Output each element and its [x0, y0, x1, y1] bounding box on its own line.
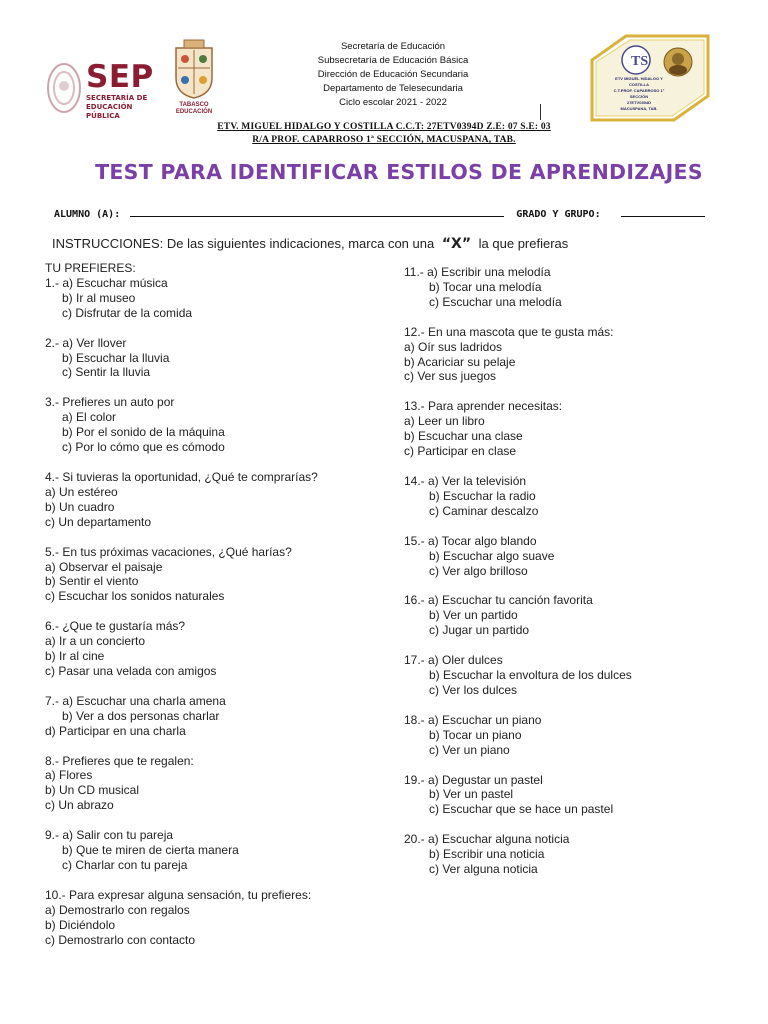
questions-left-column — [45, 261, 375, 963]
question-text: 7.- a) Escuchar una charla amena — [45, 693, 226, 708]
school-logo — [590, 34, 710, 122]
text-cursor — [540, 104, 541, 120]
grade-group-field[interactable] — [621, 207, 705, 217]
answer-option[interactable]: b) Un CD musical — [45, 783, 140, 798]
answer-option[interactable]: c) Un departamento — [45, 514, 152, 529]
question-text: 19.- a) Degustar un pastel — [404, 772, 543, 787]
question-block — [404, 653, 734, 698]
question-block — [404, 832, 734, 877]
question-text: 2.- a) Ver llover — [45, 335, 127, 350]
question-block — [45, 694, 375, 739]
answer-option[interactable]: c) Sentir la lluvia — [62, 365, 151, 380]
question-block — [404, 713, 734, 758]
question-text: 10.- Para expresar alguna sensación, tu prefieres: — [45, 887, 312, 902]
question-text: 8.- Prefieres que te regalen: — [45, 753, 194, 768]
school-info-line-1: ETV. MIGUEL HIDALGO Y COSTILLA C.C.T: 27ETV0394D Z.E: 07 S.E: 03 — [217, 122, 551, 132]
answer-option[interactable]: c) Caminar descalzo — [429, 503, 539, 518]
school-logo-line: SECCIÓN — [629, 94, 649, 99]
answer-option[interactable]: b) Ver un partido — [429, 608, 518, 623]
answer-option[interactable]: c) Un abrazo — [45, 798, 114, 813]
sep-logo — [42, 56, 152, 120]
institution-line: Departamento de Telesecundaria — [323, 83, 463, 94]
question-text: 12.- En una mascota que te gusta más: — [404, 324, 614, 339]
student-name-label: ALUMNO (A): — [54, 209, 121, 220]
answer-option[interactable]: b) Escribir una noticia — [429, 847, 545, 862]
tabasco-label-2: EDUCACIÓN — [175, 109, 213, 115]
answer-option[interactable]: b) Tocar una melodía — [429, 279, 542, 294]
answer-option[interactable]: b) Que te miren de cierta manera — [62, 843, 239, 858]
question-block — [45, 828, 375, 873]
tabasco-logo — [170, 38, 218, 120]
grade-group-label: GRADO Y GRUPO: — [516, 209, 601, 220]
answer-option[interactable]: a) Demostrarlo con regalos — [45, 902, 190, 917]
question-text: 15.- a) Tocar algo blando — [404, 533, 537, 548]
question-block — [45, 261, 375, 321]
question-text: 11.- a) Escribir una melodía — [404, 265, 551, 279]
school-logo-line: C.T.PROF. CAPARROSO 1° — [613, 88, 665, 93]
institution-line: Secretaría de Educación — [340, 41, 446, 52]
question-text: 16.- a) Escuchar tu canción favorita — [404, 593, 593, 608]
question-block — [404, 773, 734, 818]
institution-line: Ciclo escolar 2021 - 2022 — [339, 97, 447, 108]
question-text: TU PREFIERES: — [45, 261, 136, 275]
question-block — [45, 619, 375, 679]
tabasco-shield-icon — [170, 38, 218, 100]
answer-option[interactable]: a) Un estéreo — [45, 484, 118, 499]
question-text: 14.- a) Ver la televisión — [404, 473, 527, 488]
answer-option[interactable]: c) Pasar una velada con amigos — [45, 663, 217, 678]
questions-right-column — [404, 265, 734, 892]
answer-option[interactable]: c) Ver alguna noticia — [429, 862, 538, 877]
answer-option[interactable]: c) Jugar un partido — [429, 623, 530, 638]
question-block — [45, 754, 375, 814]
answer-option[interactable]: c) Ver un piano — [429, 742, 510, 757]
question-text: 13.- Para aprender necesitas: — [404, 399, 563, 414]
answer-option[interactable]: b) Escuchar una clase — [404, 429, 523, 444]
page-title: TEST PARA IDENTIFICAR ESTILOS DE APRENDIZAJES — [95, 160, 703, 184]
instructions-text-end: la que prefieras — [478, 236, 569, 251]
institution-header — [300, 40, 486, 110]
answer-option[interactable]: c) Escuchar los sonidos naturales — [45, 589, 225, 604]
school-logo-line: 27ETV0394D — [626, 100, 651, 105]
answer-option[interactable]: a) Flores — [45, 768, 93, 783]
answer-option[interactable]: d) Participar en una charla — [45, 723, 186, 738]
mexico-seal-icon — [46, 60, 82, 116]
question-text: 17.- a) Oler dulces — [404, 653, 503, 668]
instructions-mark: “X” — [441, 236, 472, 252]
school-logo-line: MACUSPANA, TAB. — [620, 106, 658, 111]
student-name-field[interactable] — [130, 207, 504, 217]
answer-option[interactable]: b) Sentir el viento — [45, 574, 139, 589]
answer-option[interactable]: 1.- a) Escuchar música — [45, 275, 168, 290]
answer-option[interactable]: c) Demostrarlo con contacto — [45, 932, 196, 947]
answer-option[interactable]: c) Ver los dulces — [429, 682, 518, 697]
tabasco-label-1: TABASCO — [179, 102, 209, 108]
answer-option[interactable]: a) Oír sus ladridos — [404, 339, 503, 354]
question-block — [404, 399, 734, 459]
student-row — [54, 207, 705, 220]
school-logo-line: COSTILLA — [629, 82, 649, 87]
question-block — [404, 325, 734, 385]
question-text: 18.- a) Escuchar un piano — [404, 712, 542, 727]
question-text: 4.- Si tuvieras la oportunidad, ¿Qué te comprarías? — [45, 469, 318, 484]
question-text: 6.- ¿Que te gustaría más? — [45, 619, 186, 634]
answer-option[interactable]: c) Participar en clase — [404, 444, 517, 459]
question-block — [45, 545, 375, 605]
answer-option[interactable]: b) Escuchar la lluvia — [62, 350, 170, 365]
answer-option[interactable]: b) Ver a dos personas charlar — [62, 708, 220, 723]
answer-option[interactable]: b) Escuchar la envoltura de los dulces — [429, 668, 632, 683]
answer-option[interactable]: a) Ir a un concierto — [45, 634, 146, 649]
svg-text:TS: TS — [631, 54, 649, 69]
question-text: 3.- Prefieres un auto por — [45, 395, 175, 410]
question-block — [404, 474, 734, 519]
answer-option[interactable]: b) Ir al museo — [62, 290, 136, 305]
answer-option[interactable]: b) Escuchar la radio — [429, 488, 536, 503]
answer-option[interactable]: b) Diciéndolo — [45, 917, 116, 932]
instructions — [52, 236, 568, 252]
institution-line: Dirección de Educación Secundaria — [317, 69, 469, 80]
question-block — [404, 265, 734, 310]
institution-line: Subsecretaría de Educación Básica — [317, 55, 469, 66]
answer-option[interactable]: b) Tocar un piano — [429, 727, 522, 742]
answer-option[interactable]: c) Por lo cómo que es cómodo — [62, 440, 225, 455]
answer-option[interactable]: c) Ver sus juegos — [404, 369, 497, 384]
answer-option[interactable]: c) Ver algo brilloso — [429, 563, 528, 578]
answer-option[interactable]: b) Un cuadro — [45, 499, 115, 514]
answer-option[interactable]: a) Leer un libro — [404, 414, 485, 429]
question-block — [404, 534, 734, 579]
answer-option[interactable]: b) Acariciar su pelaje — [404, 354, 516, 369]
answer-option[interactable]: c) Escuchar que se hace un pastel — [429, 802, 614, 817]
answer-option[interactable]: a) Observar el paisaje — [45, 559, 163, 574]
question-text: 20.- a) Escuchar alguna noticia — [404, 832, 570, 847]
question-text: 9.- a) Salir con tu pareja — [45, 828, 174, 843]
sep-subtitle: SECRETARÍA DE EDUCACIÓN PÚBLICA — [86, 94, 148, 120]
question-block — [404, 593, 734, 638]
sep-wordmark: SEP — [86, 59, 154, 95]
answer-option[interactable]: a) El color — [62, 410, 117, 425]
answer-option[interactable]: c) Escuchar una melodía — [429, 294, 562, 309]
answer-option[interactable]: b) Por el sonido de la máquina — [62, 425, 225, 440]
question-block — [45, 336, 375, 381]
school-info-line-2: R/A PROF. CAPARROSO 1ª SECCIÓN, MACUSPANA, TAB. — [252, 135, 516, 145]
question-text: 5.- En tus próximas vacaciones, ¿Qué harías? — [45, 544, 292, 559]
answer-option[interactable]: c) Charlar con tu pareja — [62, 858, 188, 872]
answer-option[interactable]: b) Ver un pastel — [429, 787, 514, 802]
question-block — [45, 888, 375, 948]
question-block — [45, 395, 375, 455]
answer-option[interactable]: b) Ir al cine — [45, 649, 105, 664]
answer-option[interactable]: b) Escuchar algo suave — [429, 548, 555, 563]
answer-option[interactable]: c) Disfrutar de la comida — [62, 305, 193, 320]
question-block — [45, 470, 375, 530]
instructions-text: INSTRUCCIONES: De las siguientes indicaciones, marca con una — [52, 236, 435, 251]
school-logo-line: ETV MIGUEL HIDALGO Y — [615, 76, 663, 81]
